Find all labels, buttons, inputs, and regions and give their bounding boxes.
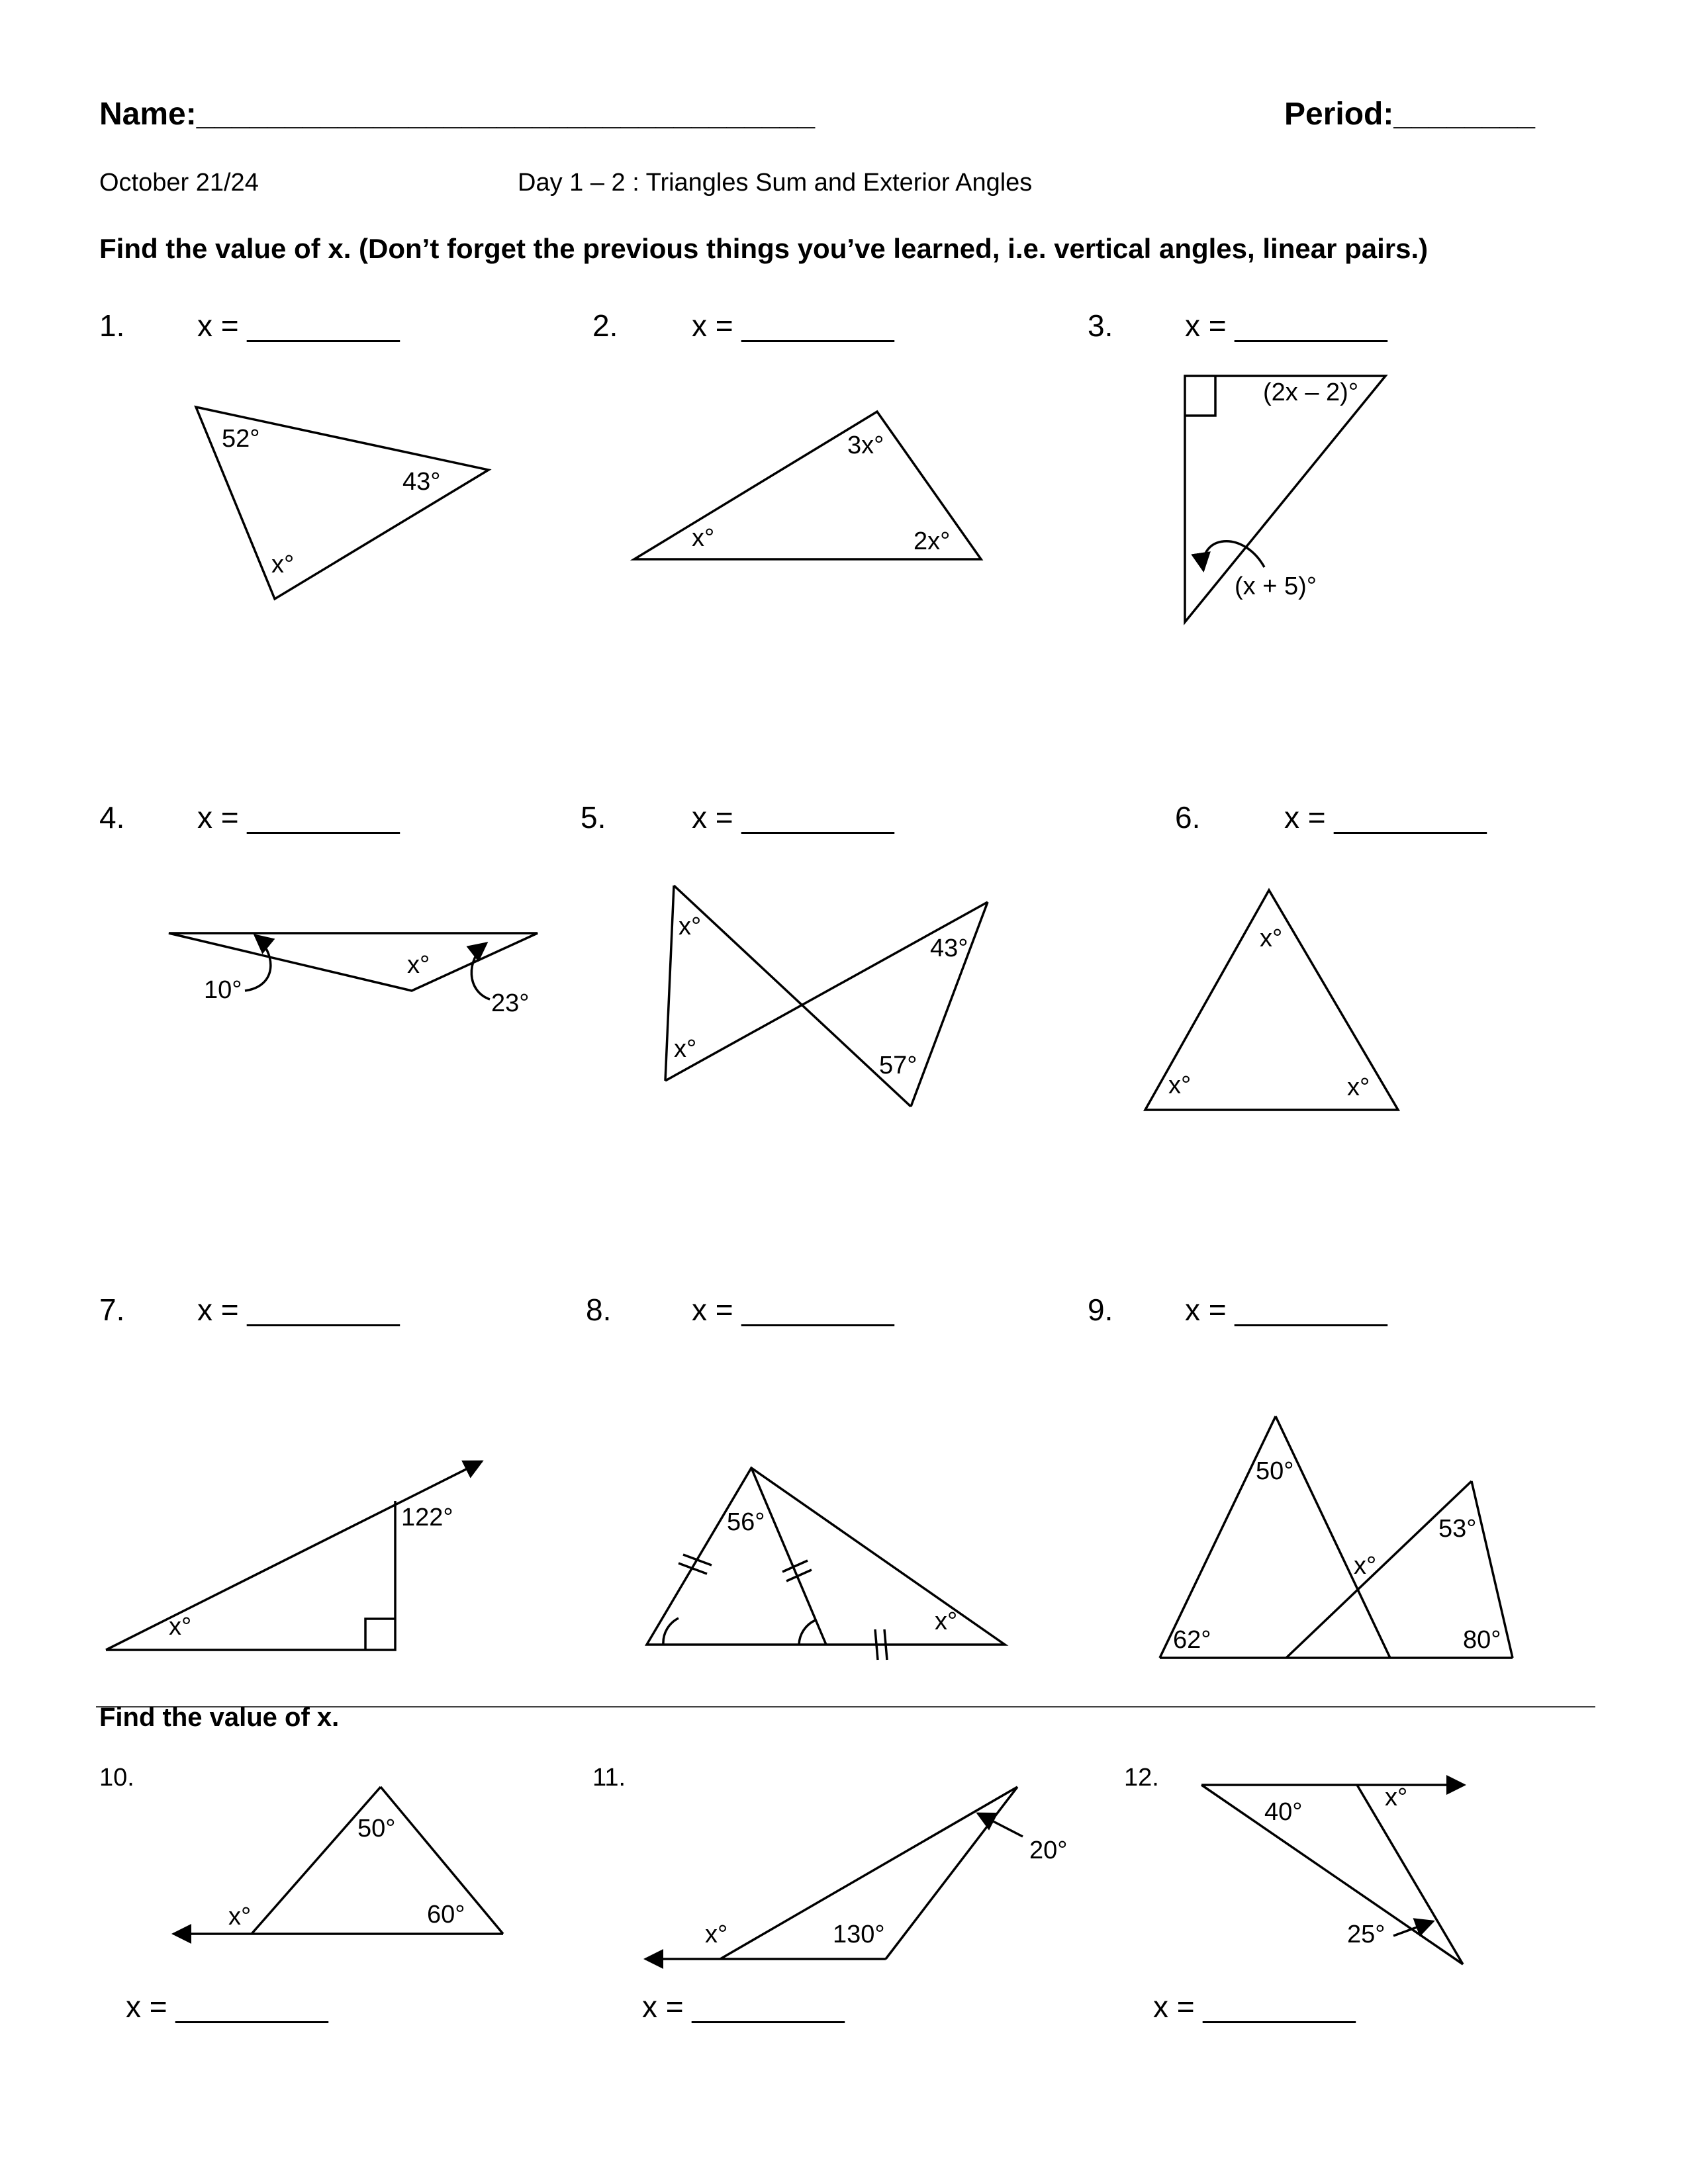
fig12-exterior-angle: x° — [1385, 1784, 1408, 1811]
problem-number-3: 3. — [1088, 308, 1113, 343]
fig1-angle-right: 43° — [402, 468, 441, 496]
fig6-angle-right: x° — [1347, 1073, 1370, 1101]
fig11-short-side — [886, 1787, 1017, 1959]
fig12-angle-bottom: 25° — [1347, 1921, 1385, 1948]
fig6-angle-top: x° — [1260, 925, 1283, 952]
figure-1-triangle — [196, 407, 489, 599]
answer-blank-3[interactable]: x = _________ — [1185, 308, 1387, 343]
answer-blank-9[interactable]: x = _________ — [1185, 1293, 1387, 1327]
fig12-angle-left: 40° — [1264, 1798, 1303, 1826]
fig2-angle-left: x° — [692, 524, 715, 552]
fig5-right-side — [911, 902, 988, 1107]
fig10-angle-top: 50° — [357, 1815, 396, 1843]
answer-blank-8[interactable]: x = _________ — [692, 1293, 894, 1327]
fig11-angle-top: 20° — [1029, 1837, 1068, 1864]
answer-blank-12[interactable]: x = _________ — [1153, 1989, 1356, 2024]
fig9-inner-side — [1276, 1416, 1390, 1658]
fig12-pointer-arrow — [1393, 1921, 1433, 1936]
right-angle-mark-7 — [365, 1619, 395, 1650]
problem-number-1: 1. — [99, 308, 125, 343]
right-angle-mark-3 — [1185, 376, 1215, 416]
answer-blank-1[interactable]: x = _________ — [197, 308, 400, 343]
problem-number-8: 8. — [586, 1293, 612, 1327]
name-field-label: Name:___________________________________ — [99, 97, 816, 132]
period-field-label: Period:________ — [1284, 97, 1535, 132]
fig5-angle-top-right: 43° — [930, 934, 968, 962]
fig3-angle-top: (2x – 2)° — [1263, 379, 1359, 406]
fig10-angle-right: 60° — [427, 1901, 465, 1929]
fig9-angle-top: 50° — [1256, 1457, 1294, 1485]
fig3-exterior-angle: (x + 5)° — [1235, 572, 1317, 600]
fig9-angle-upper-right: 53° — [1438, 1515, 1477, 1543]
fig5-diagonal-1 — [674, 886, 911, 1107]
fig12-left-side — [1201, 1785, 1463, 1964]
fig8-angle-arc-left — [663, 1618, 679, 1645]
figure-8-triangle — [647, 1468, 1005, 1660]
problem-number-9: 9. — [1088, 1293, 1113, 1327]
fig1-angle-top: 52° — [222, 425, 260, 453]
answer-blank-2[interactable]: x = _________ — [692, 308, 894, 343]
fig7-ray — [106, 1461, 482, 1650]
problem-number-4: 4. — [99, 800, 125, 835]
fig7-angle-left: x° — [169, 1613, 192, 1641]
problem-number-12: 12. — [1124, 1764, 1159, 1792]
exterior-angle-arc-4-left — [245, 935, 271, 991]
fig10-left-side — [252, 1787, 381, 1934]
problem-number-2: 2. — [592, 308, 618, 343]
fig8-angle-top: 56° — [727, 1508, 765, 1536]
answer-blank-6[interactable]: x = _________ — [1284, 800, 1487, 835]
answer-blank-11[interactable]: x = _________ — [642, 1989, 845, 2024]
fig10-exterior-angle: x° — [228, 1903, 252, 1931]
figure-3-right-triangle — [1185, 376, 1385, 622]
fig8-angle-right: x° — [935, 1608, 958, 1635]
fig9-crossing-side — [1286, 1481, 1472, 1658]
fig9-angle-bottom-left: 62° — [1173, 1626, 1211, 1654]
fig11-pointer-arrow — [978, 1813, 1023, 1837]
answer-blank-4[interactable]: x = _________ — [197, 800, 400, 835]
answer-blank-5[interactable]: x = _________ — [692, 800, 894, 835]
answer-blank-10[interactable]: x = _________ — [126, 1989, 328, 2024]
fig7-exterior-angle: 122° — [401, 1504, 453, 1531]
figure-2-triangle — [634, 412, 981, 559]
figure-9-overlapping-triangles — [1160, 1416, 1513, 1658]
fig11-exterior-angle: x° — [705, 1921, 728, 1948]
problem-number-7: 7. — [99, 1293, 125, 1327]
fig9-angle-bottom-right: 80° — [1463, 1626, 1501, 1654]
figure-7-right-triangle — [106, 1461, 482, 1650]
figure-11-triangle — [645, 1787, 1067, 1959]
fig4-exterior-left: 10° — [204, 976, 242, 1004]
date-text: October 21/24 — [99, 169, 259, 197]
figure-10-triangle — [173, 1787, 503, 1934]
main-instructions: Find the value of x. (Don’t forget the previous things you’ve learned, i.e. vertical angles, linear pairs.) — [99, 233, 1429, 264]
problem-number-11: 11. — [592, 1764, 626, 1792]
fig4-exterior-right: 23° — [491, 989, 530, 1017]
fig4-angle-bottom: x° — [407, 951, 430, 979]
fig5-left-side — [665, 886, 674, 1081]
fig8-angle-arc-inner — [799, 1620, 816, 1645]
problem-number-10: 10. — [99, 1764, 134, 1792]
exterior-angle-arc-3 — [1203, 541, 1264, 570]
fig9-left-side — [1160, 1416, 1276, 1658]
answer-blank-7[interactable]: x = _________ — [197, 1293, 400, 1327]
fig2-angle-right: 2x° — [914, 527, 951, 555]
figure-6-equilateral-triangle — [1145, 890, 1398, 1110]
fig1-angle-bottom: x° — [271, 551, 295, 578]
figure-4-triangle — [169, 933, 538, 1017]
figure-12-triangle — [1201, 1784, 1464, 1964]
fig5-angle-top-left: x° — [679, 913, 702, 940]
problem-number-6: 6. — [1175, 800, 1201, 835]
figure-5-bowtie — [665, 886, 988, 1107]
fig2-angle-top: 3x° — [847, 432, 884, 459]
fig9-angle-intersection: x° — [1354, 1552, 1377, 1580]
problem-number-5: 5. — [581, 800, 606, 835]
fig5-diagonal-2 — [665, 902, 988, 1081]
fig5-angle-bottom-left: x° — [674, 1035, 697, 1063]
worksheet-title: Day 1 – 2 : Triangles Sum and Exterior Angles — [518, 169, 1033, 197]
section2-instructions: Find the value of x. — [99, 1703, 340, 1732]
exterior-angle-arc-4-right — [471, 943, 490, 999]
fig5-angle-bottom-right: 57° — [879, 1052, 917, 1079]
fig6-angle-left: x° — [1168, 1071, 1192, 1099]
fig11-angle-obtuse: 130° — [833, 1921, 885, 1948]
